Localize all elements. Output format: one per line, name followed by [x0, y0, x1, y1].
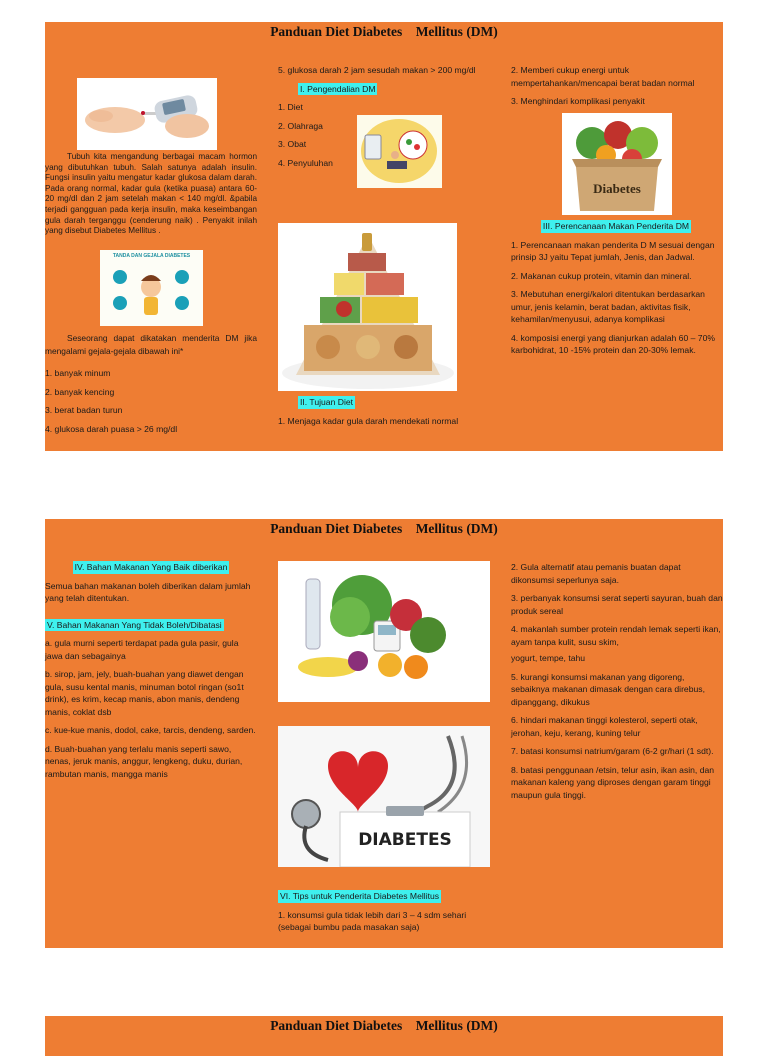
- meal-plan-item-1: 1. Perencanaan makan penderita D M sesuai dengan prinsip 3J yaitu Tepat jumlah, Jenis, dan Jadwal.: [511, 239, 715, 262]
- tip-item-8: 8. batasi penggunaan /etsin, telur asin, ikan asin, dan makanan kaleng yang diproses dengan garam tinggi maupun gula tinggi.: [511, 764, 715, 800]
- diabetes-food-box-image: [562, 113, 672, 215]
- diet-goal-3: 3. Menghindari komplikasi penyakit: [511, 96, 645, 106]
- brochure-panel-3: [45, 1016, 723, 1056]
- tip-item-7: 7. batasi konsumsi natrium/garam (6-2 gr/hari (1 sdt).: [511, 746, 714, 756]
- good-food-text: Semua bahan makanan boleh diberikan dalam jumlah yang telah ditentukan.: [45, 580, 251, 603]
- symptom-item-3: 3. berat badan turun: [45, 405, 123, 415]
- symptom-item-2: 2. banyak kencing: [45, 386, 115, 397]
- tip-item-2: 2. Gula alternatif atau pemanis buatan dapat dikonsumsi seperlunya saja.: [511, 562, 681, 585]
- box-label: Diabetes: [593, 181, 641, 196]
- healthy-food-image: [278, 561, 490, 702]
- meal-plan-item-4: 4. komposisi energi yang dianjurkan adalah 60 – 70% karbohidrat, 10 -15% protein dan 20-30% lemak.: [511, 332, 715, 355]
- diet-goal-1: 1. Menjaga kadar gula darah mendekati normal: [278, 415, 459, 426]
- section-3-title: III. Perencanaan Makan Penderita DM: [542, 221, 690, 231]
- control-item-diet: 1. Diet: [278, 102, 303, 112]
- clipboard-label: DIABETES: [358, 830, 452, 850]
- tip-item-6: 6. hindari makanan tinggi kolesterol, seperti otak, jerohan, keju, kerang, kuning telur: [511, 715, 698, 738]
- panel-title: Panduan Diet Diabetes Mellitus (DM): [270, 521, 498, 536]
- panel-title: Panduan Diet Diabetes Mellitus (DM): [270, 24, 498, 39]
- meal-plan-item-3: 3. Mebutuhan energi/kalori ditentukan berdasarkan umur, jenis kelamin, berat badan, aktivitas fisik, kehamilan/menyusui, adanya komplikasi: [511, 289, 705, 324]
- glucometer-image: [77, 78, 217, 150]
- tip-item-1: 1. konsumsi gula tidak lebih dari 3 – 4 sdm sehari (sebagai bumbu pada masakan saja): [278, 909, 467, 932]
- tip-item-4: 4. makanlah sumber protein rendah lemak seperti ikan, ayam tanpa kulit, susu skim,: [511, 624, 721, 647]
- tip-item-5: 5. kurangi konsumsi makanan yang digoreng, sebaiknya makanan dimasak dengan cara direbus, dipanggang, dikukus: [511, 671, 705, 707]
- symptom-item-1: 1. banyak minum: [45, 368, 111, 378]
- section-2-title: II. Tujuan Diet: [300, 397, 354, 407]
- brochure-panel-2: [45, 519, 723, 948]
- panel-title: Panduan Diet Diabetes Mellitus (DM): [270, 1018, 498, 1033]
- control-item-education: 4. Penyuluhan: [278, 157, 333, 168]
- restricted-item-b: b. sirop, jam, jely, buah-buahan yang diawet dengan gula, susu kental manis, minuman botol ringan (so1t drink), es krim, kecap manis, abon manis, dendeng manis, coklat dsb: [45, 669, 244, 717]
- heart-stethoscope-image: [278, 726, 490, 867]
- symptoms-intro: Seseorang dapat dikatakan menderita DM jika mengalami gejala-gejala dibawah ini*: [45, 333, 257, 356]
- food-pyramid-image: [278, 223, 457, 391]
- restricted-item-c: c. kue-kue manis, dodol, cake, tarcis, dendeng, sarden.: [45, 725, 256, 735]
- symptom-item-4: 4. glukosa darah puasa > 26 mg/dl: [45, 423, 178, 434]
- meal-plan-item-2: 2. Makanan cukup protein, vitamin dan mineral.: [511, 270, 692, 281]
- tip-item-3: 3. perbanyak konsumsi serat seperti sayuran, buah dan produk sereal: [511, 593, 723, 616]
- restricted-item-a: a. gula murni seperti terdapat pada gula pasir, gula jawa dan sebagainya: [45, 638, 239, 661]
- symptom-item-5: 5. glukosa darah 2 jam sesudah makan > 200 mg/dl: [278, 65, 476, 75]
- restricted-item-d: d. Buah-buahan yang terlalu manis seperti sawo, nenas, jeruk manis, anggur, lengkeng, duku, durian, rambutan manis, mangga manis: [45, 743, 243, 779]
- section-1-title: I. Pengendalian DM: [300, 83, 376, 94]
- intro-text: Tubuh kita mengandung berbagai macam hormon yang dibutuhkan tubuh. Salah satunya adalah insulin. Fungsi insulin yaitu mengatur kadar glukosa dalam darah. Pada orang normal, kadar gula (ketika puasa) antara 60-20 mg/dl dan 2 jam setelah makan < 140 mg/dl. &pabila terjadi gangguan pada kerja insulin, maka keseimbangan gula darah terganggu (cenderung naik) . Penyakit inilah yang disebut Diabetes Mellitus .: [45, 152, 257, 236]
- poster-title: TANDA DAN GEJALA DIABETES: [112, 253, 191, 259]
- diet-goal-2: 2. Memberi cukup energi untuk mempertahankan/mencapai berat badan normal: [511, 65, 695, 88]
- section-6-title: VI. Tips untuk Penderita Diabetes Mellitus: [280, 891, 440, 901]
- control-illustration-image: [357, 115, 442, 188]
- section-5-title: V. Bahan Makanan Yang Tidak Boleh/Dibatasi: [47, 619, 222, 630]
- tip-item-4-cont: yogurt, tempe, tahu: [511, 653, 586, 663]
- control-item-medicine: 3. Obat: [278, 139, 307, 149]
- brochure-panel-1: [45, 22, 723, 451]
- symptoms-poster-image: [100, 250, 203, 326]
- control-item-exercise: 2. Olahraga: [278, 120, 323, 131]
- section-4-title: IV. Bahan Makanan Yang Baik diberikan: [74, 562, 228, 572]
